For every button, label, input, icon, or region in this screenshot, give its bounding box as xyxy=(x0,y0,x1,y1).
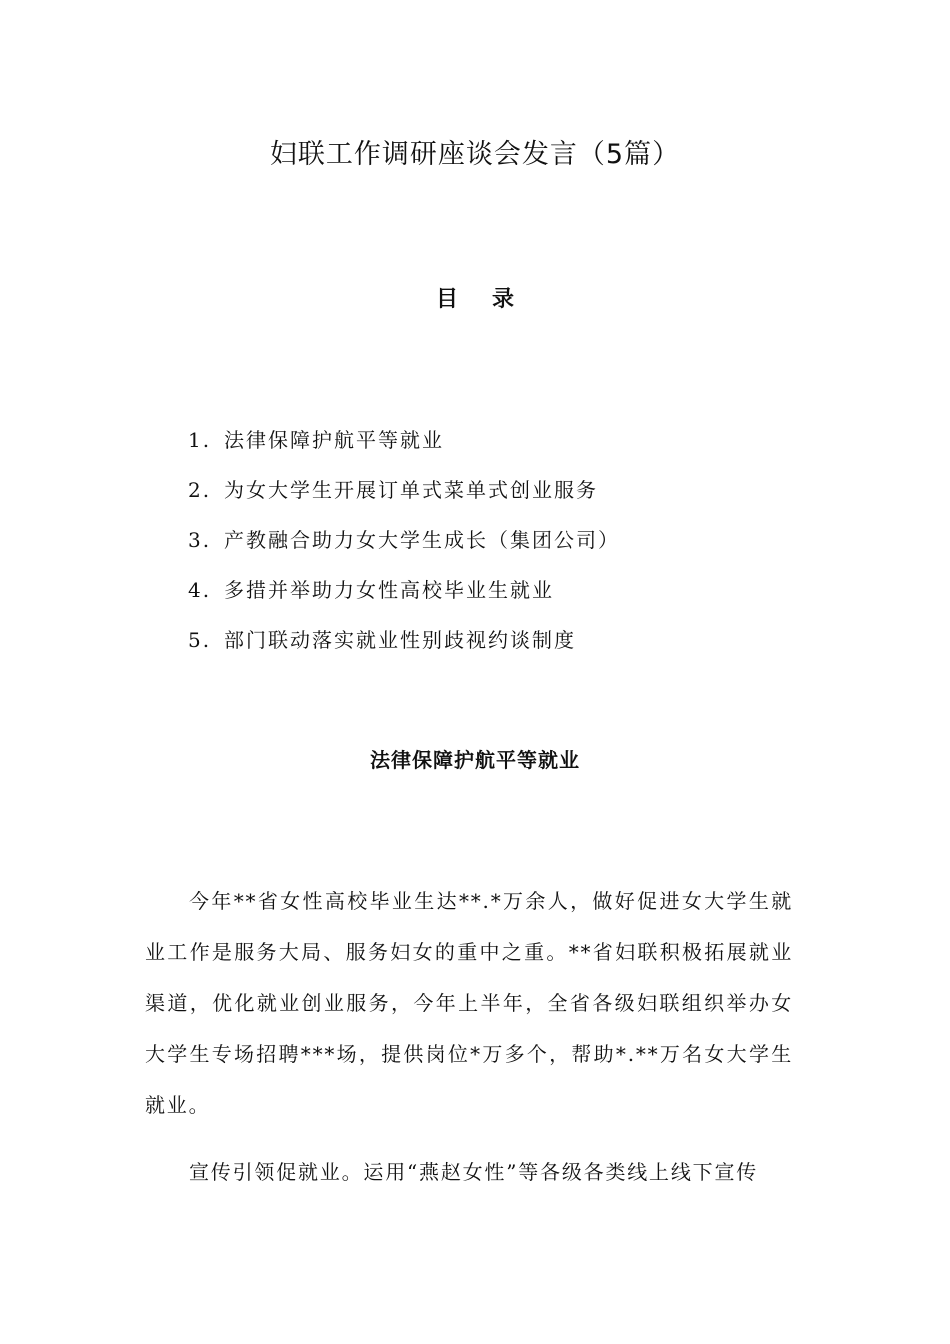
toc-item[interactable] xyxy=(188,525,808,575)
toc-item-label: 法律保障护航平等就业 xyxy=(224,428,444,452)
toc-item[interactable] xyxy=(188,475,808,525)
toc-item-label: 多措并举助力女性高校毕业生就业 xyxy=(224,578,554,602)
toc-item[interactable] xyxy=(188,575,808,625)
toc-item[interactable] xyxy=(188,625,808,675)
toc-heading xyxy=(0,282,950,313)
toc-item-label: 为女大学生开展订单式菜单式创业服务 xyxy=(224,478,598,502)
table-of-contents xyxy=(188,425,808,675)
toc-item-label: 部门联动落实就业性别歧视约谈制度 xyxy=(224,628,576,652)
document-title: 妇联工作调研座谈会发言（5篇） xyxy=(269,139,681,170)
toc-heading-char-1: 目 xyxy=(435,287,458,312)
toc-item-number: 1. xyxy=(188,428,212,452)
toc-item[interactable] xyxy=(188,425,808,475)
toc-item-number: 5. xyxy=(188,628,212,652)
toc-item-number: 3. xyxy=(188,528,212,552)
toc-item-number: 2. xyxy=(188,478,212,502)
section-heading: 法律保障护航平等就业 xyxy=(370,748,580,772)
toc-item-label: 产教融合助力女大学生成长（集团公司） xyxy=(224,528,620,552)
toc-heading-char-2: 录 xyxy=(492,287,515,312)
body-paragraph: 宣传引领促就业。运用“燕赵女性”等各级各类线上线下宣传 xyxy=(189,1160,759,1184)
body-paragraph: 今年**省女性高校毕业生达**.*万余人，做好促进女大学生就业工作是服务大局、服务妇女的重中之重。**省妇联积极拓展就业渠道，优化就业创业服务，今年上半年，全省各级妇联组织举办女大学生专场招聘***场，提供岗位*万多个，帮助*.**万名女大学生就业。 xyxy=(145,889,793,1117)
toc-item-number: 4. xyxy=(188,578,212,602)
